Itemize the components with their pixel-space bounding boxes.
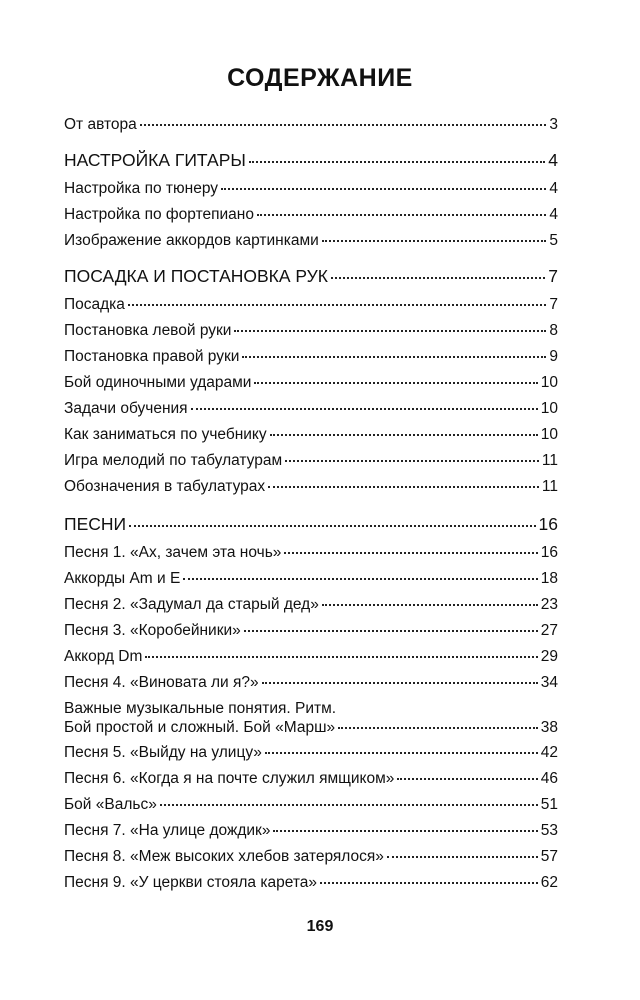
dot-leader [129, 525, 535, 527]
toc-entry-title: От автора [64, 116, 137, 133]
toc-entry-page: 4 [549, 180, 558, 197]
toc-entry-page: 29 [540, 648, 558, 665]
toc-entry-title: Задачи обучения [64, 400, 188, 417]
toc-entry-title: Бой одиночными ударами [64, 374, 252, 391]
toc-entry [64, 292, 558, 318]
toc-section-page: 16 [538, 514, 558, 534]
toc-entry-title: Изображение аккордов картинками [64, 232, 319, 249]
toc-entry-title: Важные музыкальные понятия. Ритм. [64, 700, 337, 717]
toc-section-page: 4 [548, 150, 558, 170]
toc-entry-title: Песня 6. «Когда я на почте служил ямщиком» [64, 770, 395, 787]
table-of-contents [64, 112, 558, 896]
dot-leader [191, 408, 538, 410]
dot-leader [244, 630, 538, 632]
toc-entry-page: 57 [540, 848, 558, 865]
dot-leader [160, 804, 538, 806]
toc-entry [64, 112, 558, 138]
toc-entry-title: Бой «Вальс» [64, 796, 157, 813]
dot-leader [234, 330, 546, 332]
dot-leader [249, 161, 545, 163]
toc-entry-page: 16 [540, 544, 558, 561]
toc-entry-title: Песня 1. «Ах, зачем эта ночь» [64, 544, 282, 561]
toc-entry-page: 51 [540, 796, 558, 813]
toc-entry [64, 370, 558, 396]
dot-leader [322, 604, 538, 606]
toc-entry [64, 448, 558, 474]
toc-entry [64, 566, 558, 592]
toc-entry [64, 202, 558, 228]
toc-entry-page: 8 [549, 322, 558, 339]
dot-leader [221, 188, 546, 190]
toc-entry-title: Песня 2. «Задумал да старый дед» [64, 596, 319, 613]
toc-entry-page: 5 [549, 232, 558, 249]
toc-entry-multiline [64, 696, 558, 740]
toc-entry-title: Песня 3. «Коробейники» [64, 622, 241, 639]
toc-entry [64, 422, 558, 448]
toc-entry-page: 27 [540, 622, 558, 639]
dot-leader [320, 882, 538, 884]
toc-entry-title: Постановка левой руки [64, 322, 232, 339]
toc-entry [64, 474, 558, 500]
dot-leader [270, 434, 538, 436]
toc-entry [64, 792, 558, 818]
dot-leader [242, 356, 546, 358]
dot-leader [145, 656, 537, 658]
toc-section [64, 148, 558, 176]
toc-entry-title: Посадка [64, 296, 125, 313]
toc-section-title: ПОСАДКА И ПОСТАНОВКА РУК [64, 266, 328, 286]
dot-leader [338, 727, 538, 729]
dot-leader [284, 552, 537, 554]
toc-entry [64, 176, 558, 202]
toc-entry-title: Песня 8. «Меж высоких хлебов затерялося» [64, 848, 384, 865]
toc-entry [64, 618, 558, 644]
dot-leader [273, 830, 537, 832]
toc-entry-page: 46 [540, 770, 558, 787]
toc-entry-page: 62 [540, 874, 558, 891]
toc-entry [64, 644, 558, 670]
toc-entry-page: 9 [549, 348, 558, 365]
dot-leader [285, 460, 539, 462]
toc-entry [64, 670, 558, 696]
toc-entry-title: Игра мелодий по табулатурам [64, 452, 283, 469]
toc-entry [64, 766, 558, 792]
toc-entry-page: 53 [540, 822, 558, 839]
toc-entry-page: 18 [540, 570, 558, 587]
toc-entry-page: 3 [549, 116, 558, 133]
dot-leader [128, 304, 546, 306]
toc-section [64, 264, 558, 292]
toc-entry-page: 11 [541, 452, 558, 469]
toc-entry-page: 38 [540, 719, 558, 736]
toc-entry-title: Обозначения в табулатурах [64, 478, 266, 495]
toc-entry-page: 10 [540, 374, 558, 391]
toc-entry-title: Как заниматься по учебнику [64, 426, 267, 443]
toc-entry-title: Настройка по тюнеру [64, 180, 219, 197]
dot-leader [257, 214, 546, 216]
toc-entry [64, 844, 558, 870]
toc-entry-title: Песня 9. «У церкви стояла карета» [64, 874, 317, 891]
toc-entry [64, 592, 558, 618]
toc-entry [64, 344, 558, 370]
toc-entry-page: 34 [540, 674, 558, 691]
toc-entry [64, 396, 558, 422]
toc-entry [64, 318, 558, 344]
page-number: 169 [306, 918, 334, 935]
dot-leader [254, 382, 537, 384]
toc-entry-page: 23 [540, 596, 558, 613]
toc-entry [64, 870, 558, 896]
toc-section-title: ПЕСНИ [64, 514, 127, 534]
dot-leader [331, 277, 545, 279]
dot-leader [262, 682, 538, 684]
toc-entry [64, 740, 558, 766]
toc-entry [64, 540, 558, 566]
dot-leader [387, 856, 538, 858]
dot-leader [268, 486, 539, 488]
toc-section-title: НАСТРОЙКА ГИТАРЫ [64, 150, 246, 170]
toc-entry-page: 10 [540, 400, 558, 417]
toc-entry-title: Настройка по фортепиано [64, 206, 254, 223]
dot-leader [322, 240, 547, 242]
toc-entry-title: Аккорды Am и E [64, 570, 181, 587]
dot-leader [265, 752, 538, 754]
toc-entry-page: 11 [541, 478, 558, 495]
toc-section-page: 7 [548, 266, 558, 286]
toc-entry-page: 4 [549, 206, 558, 223]
page-title: СОДЕРЖАНИЕ [227, 64, 413, 92]
toc-entry-page: 10 [540, 426, 558, 443]
toc-entry-title: Аккорд Dm [64, 648, 143, 665]
toc-entry [64, 228, 558, 254]
toc-section [64, 512, 558, 540]
toc-entry-page: 42 [540, 744, 558, 761]
toc-entry [64, 818, 558, 844]
toc-entry-title: Песня 5. «Выйду на улицу» [64, 744, 262, 761]
toc-entry-title: Песня 7. «На улице дождик» [64, 822, 271, 839]
toc-entry-title-line2: Бой простой и сложный. Бой «Марш» [64, 719, 336, 736]
toc-entry-title: Песня 4. «Виновата ли я?» [64, 674, 259, 691]
dot-leader [183, 578, 537, 580]
dot-leader [397, 778, 537, 780]
toc-entry-page: 7 [549, 296, 558, 313]
dot-leader [140, 124, 547, 126]
toc-entry-title: Постановка правой руки [64, 348, 240, 365]
toc-entry-title-continued [64, 718, 558, 738]
